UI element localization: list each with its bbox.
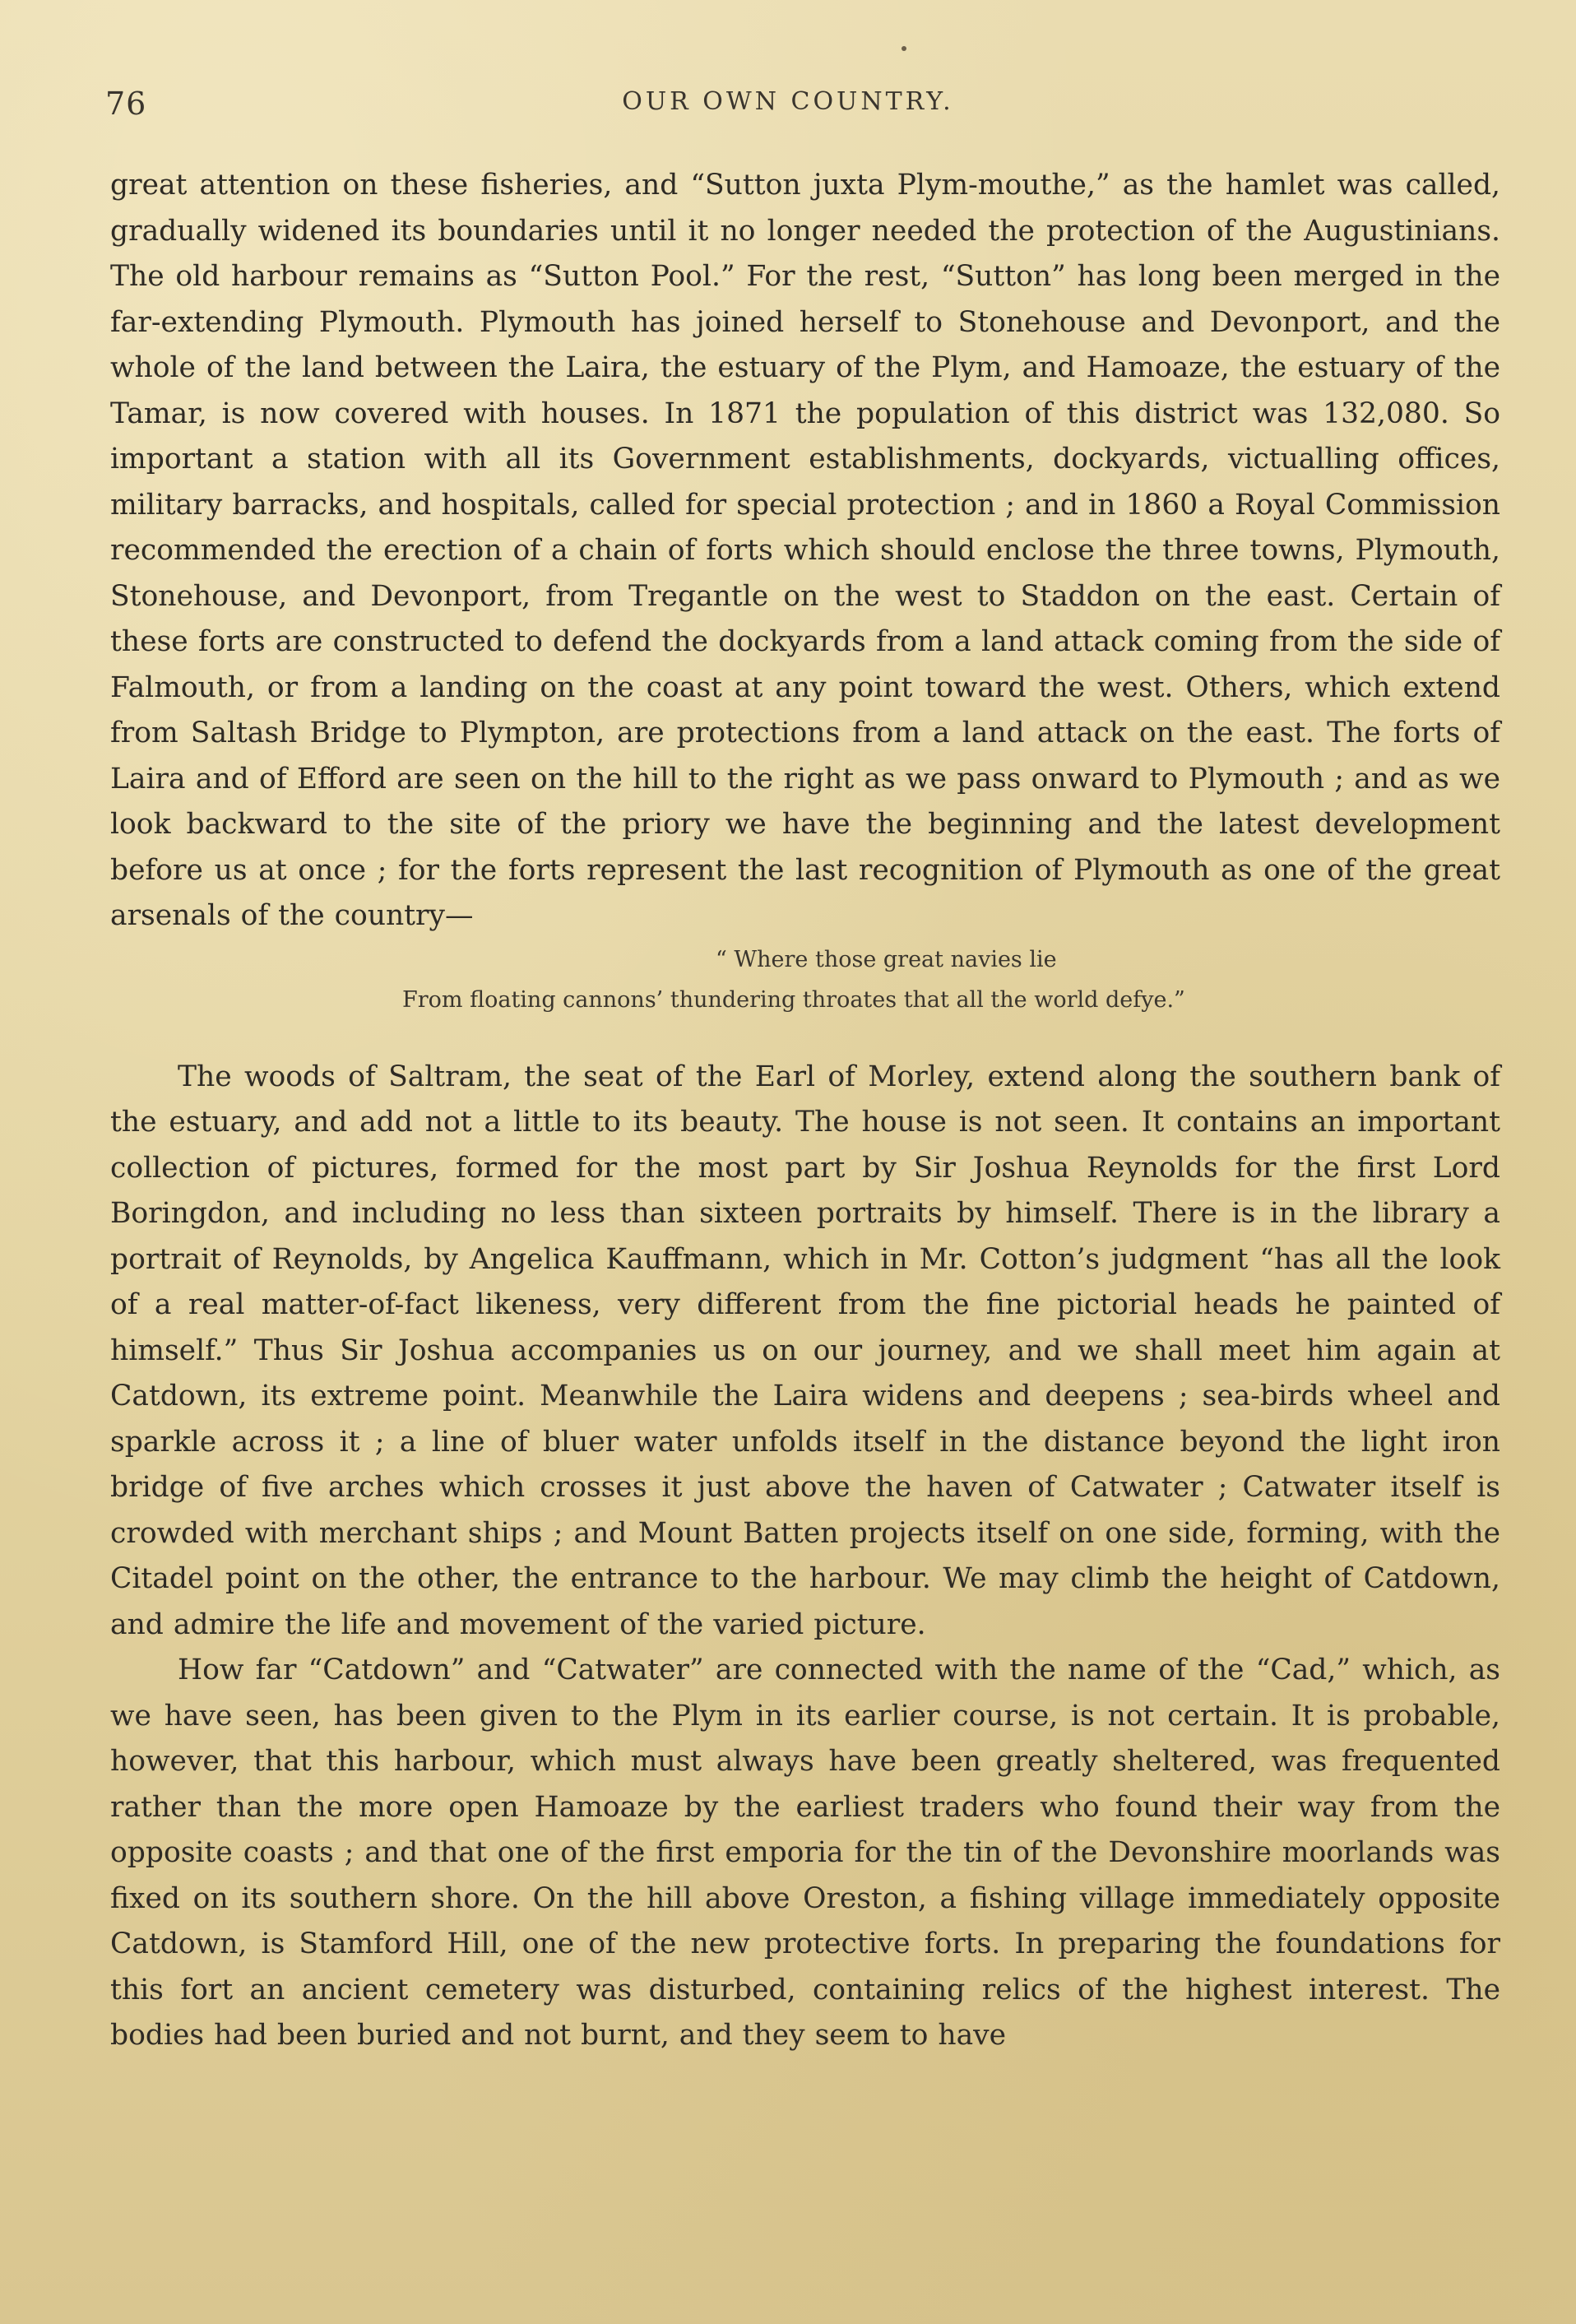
body-text <box>110 163 1500 2059</box>
paragraph: great attention on these fisheries, and “Sutton juxta Plym-mouthe,” as the hamlet was called, gradually widened its boundaries until it no longer needed the protection of the Augustinians. The old harbour remains as “Sutton Pool.” For the rest, “Sutton” has long been merged in the far-extending Plymouth. Plymouth has joined herself to Stonehouse and Devonport, and the whole of the land between the Laira, the estuary of the Plym, and Hamoaze, the estuary of the Tamar, is now covered with houses. In 1871 the population of this district was 132,080. So important a station with all its Government establishments, dockyards, victualling offices, military barracks, and hospitals, called for special protection ; and in 1860 a Royal Commission recommended the erection of a chain of forts which should enclose the three towns, Plymouth, Stonehouse, and Devonport, from Tregantle on the west to Staddon on the east. Certain of these forts are constructed to defend the dockyards from a land attack coming from the side of Falmouth, or from a landing on the coast at any point toward the west. Others, which extend from Saltash Bridge to Plympton, are protections from a land attack on the east. The forts of Laira and of Efford are seen on the hill to the right as we pass onward to Plymouth ; and as we look backward to the site of the priory we have the beginning and the latest development before us at once ; for the forts represent the last recognition of Plymouth as one of the great arsenals of the country— <box>110 169 1500 932</box>
page-number: 76 <box>105 86 147 122</box>
paragraph: The woods of Saltram, the seat of the Earl of Morley, extend along the southern bank of the estuary, and add not a little to its beauty. The house is not seen. It contains an important collection of pictures, formed for the most part by Sir Joshua Reynolds for the first Lord Boringdon, and including no less than sixteen portraits by himself. There is in the library a portrait of Reynolds, by Angelica Kauffmann, which in Mr. Cotton’s judgment “has all the look of a real matter-of-fact likeness, very different from the fine pictorial heads he painted of himself.” Thus Sir Joshua accompanies us on our journey, and we shall meet him again at Catdown, its extreme point. Meanwhile the Laira widens and deepens ; sea-birds wheel and sparkle across it ; a line of bluer water unfolds itself in the distance beyond the light iron bridge of five arches which crosses it just above the haven of Catwater ; Catwater itself is crowded with merchant ships ; and Mount Batten projects itself on one side, forming, with the Citadel point on the other, the entrance to the harbour. We may climb the height of Catdown, and admire the life and movement of the varied picture. <box>110 1060 1500 1641</box>
verse-quote-line: From floating cannons’ thundering throates that all the world defye.” <box>402 986 1185 1013</box>
print-mark <box>902 46 906 51</box>
paragraph: How far “Catdown” and “Catwater” are connected with the name of the “Cad,” which, as we have seen, has been given to the Plym in its earlier course, is not certain. It is probable, however, that this harbour, which must always have been greatly sheltered, was frequented rather than the more open Hamoaze by the earliest traders who found their way from the opposite coasts ; and that one of the first emporia for the tin of the Devonshire moorlands was fixed on its southern shore. On the hill above Oreston, a fishing village immediately opposite Catdown, is Stamford Hill, one of the new protective forts. In preparing the foundations for this fort an ancient cemetery was disturbed, containing relics of the highest interest. The bodies had been buried and not burnt, and they seem to have <box>110 1654 1500 2052</box>
paragraph-spacer <box>110 1020 1500 1055</box>
running-title: OUR OWN COUNTRY. <box>622 87 954 116</box>
verse-quote-line: “ Where those great navies lie <box>716 946 1057 972</box>
